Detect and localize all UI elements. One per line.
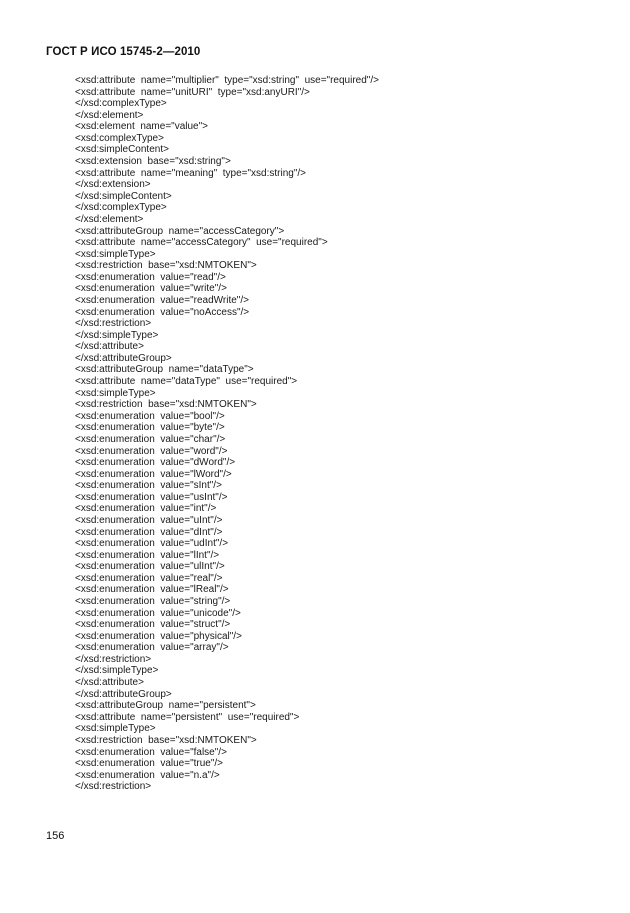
- code-line: <xsd:enumeration value="unicode"/>: [75, 607, 241, 619]
- code-line: <xsd:enumeration value="write"/>: [75, 283, 227, 295]
- code-line: <xsd:enumeration value="sInt"/>: [75, 480, 222, 492]
- code-line: </xsd:restriction>: [75, 318, 152, 330]
- code-line: <xsd:attribute name="meaning" type="xsd:string"/>: [75, 167, 306, 179]
- code-line: <xsd:simpleType>: [75, 723, 156, 735]
- code-line: <xsd:restriction base="xsd:NMTOKEN">: [75, 734, 257, 746]
- page-number: 156: [46, 830, 65, 842]
- code-line: <xsd:enumeration value="usInt"/>: [75, 491, 228, 503]
- code-line: </xsd:attributeGroup>: [75, 352, 172, 364]
- code-line: <xsd:simpleContent>: [75, 144, 169, 156]
- code-line: <xsd:enumeration value="ulInt"/>: [75, 561, 225, 573]
- code-line: <xsd:attributeGroup name="persistent">: [75, 700, 256, 712]
- code-line: <xsd:attributeGroup name="accessCategory">: [75, 225, 285, 237]
- code-line: </xsd:restriction>: [75, 781, 152, 793]
- code-line: <xsd:enumeration value="uInt"/>: [75, 514, 223, 526]
- code-line: <xsd:enumeration value="word"/>: [75, 445, 228, 457]
- code-line: <xsd:enumeration value="lWord"/>: [75, 468, 232, 480]
- code-line: <xsd:enumeration value="struct"/>: [75, 619, 231, 631]
- code-line: </xsd:attribute>: [75, 341, 144, 353]
- code-line: </xsd:simpleType>: [75, 665, 159, 677]
- code-line: <xsd:enumeration value="true"/>: [75, 758, 224, 770]
- code-line: <xsd:restriction base="xsd:NMTOKEN">: [75, 260, 257, 272]
- xsd-code-listing: [75, 75, 595, 793]
- code-line: <xsd:enumeration value="lInt"/>: [75, 549, 220, 561]
- code-line: <xsd:enumeration value="int"/>: [75, 503, 217, 515]
- code-line: <xsd:enumeration value="readWrite"/>: [75, 294, 249, 306]
- code-line: <xsd:simpleType>: [75, 248, 156, 260]
- code-line: </xsd:simpleType>: [75, 329, 159, 341]
- code-line: <xsd:enumeration value="bool"/>: [75, 410, 225, 422]
- code-line: <xsd:enumeration value="char"/>: [75, 433, 226, 445]
- code-line: <xsd:enumeration value="byte"/>: [75, 422, 225, 434]
- code-line: </xsd:attribute>: [75, 677, 144, 689]
- code-line: <xsd:enumeration value="n.a"/>: [75, 769, 220, 781]
- code-line: </xsd:extension>: [75, 179, 151, 191]
- code-line: <xsd:enumeration value="read"/>: [75, 271, 226, 283]
- code-line: <xsd:attribute name="accessCategory" use="required">: [75, 237, 328, 249]
- code-line: <xsd:enumeration value="dInt"/>: [75, 526, 223, 538]
- code-line: <xsd:attribute name="unitURI" type="xsd:anyURI"/>: [75, 86, 310, 98]
- code-line: <xsd:enumeration value="array"/>: [75, 642, 229, 654]
- code-line: </xsd:restriction>: [75, 653, 152, 665]
- code-line: <xsd:enumeration value="real"/>: [75, 572, 223, 584]
- code-line: <xsd:complexType>: [75, 132, 164, 144]
- code-line: </xsd:attributeGroup>: [75, 688, 172, 700]
- code-line: <xsd:enumeration value="physical"/>: [75, 630, 242, 642]
- code-line: <xsd:enumeration value="string"/>: [75, 596, 231, 608]
- code-line: <xsd:enumeration value="dWord"/>: [75, 457, 236, 469]
- document-header: ГОСТ Р ИСО 15745-2—2010: [46, 46, 201, 58]
- code-line: <xsd:restriction base="xsd:NMTOKEN">: [75, 399, 257, 411]
- code-line: <xsd:enumeration value="udInt"/>: [75, 538, 229, 550]
- code-line: <xsd:attribute name="persistent" use="required">: [75, 711, 300, 723]
- code-line: </xsd:element>: [75, 213, 144, 225]
- code-line: </xsd:complexType>: [75, 98, 167, 110]
- code-line: <xsd:enumeration value="lReal"/>: [75, 584, 229, 596]
- code-line: <xsd:attribute name="dataType" use="required">: [75, 376, 298, 388]
- code-line: <xsd:extension base="xsd:string">: [75, 156, 231, 168]
- code-line: </xsd:complexType>: [75, 202, 167, 214]
- code-line: <xsd:enumeration value="false"/>: [75, 746, 227, 758]
- code-line: <xsd:enumeration value="noAccess"/>: [75, 306, 250, 318]
- code-line: </xsd:simpleContent>: [75, 190, 172, 202]
- code-line: </xsd:element>: [75, 109, 144, 121]
- code-line: <xsd:attributeGroup name="dataType">: [75, 364, 254, 376]
- code-line: <xsd:simpleType>: [75, 387, 156, 399]
- code-line: <xsd:attribute name="multiplier" type="xsd:string" use="required"/>: [75, 75, 379, 86]
- code-line: <xsd:element name="value">: [75, 121, 209, 133]
